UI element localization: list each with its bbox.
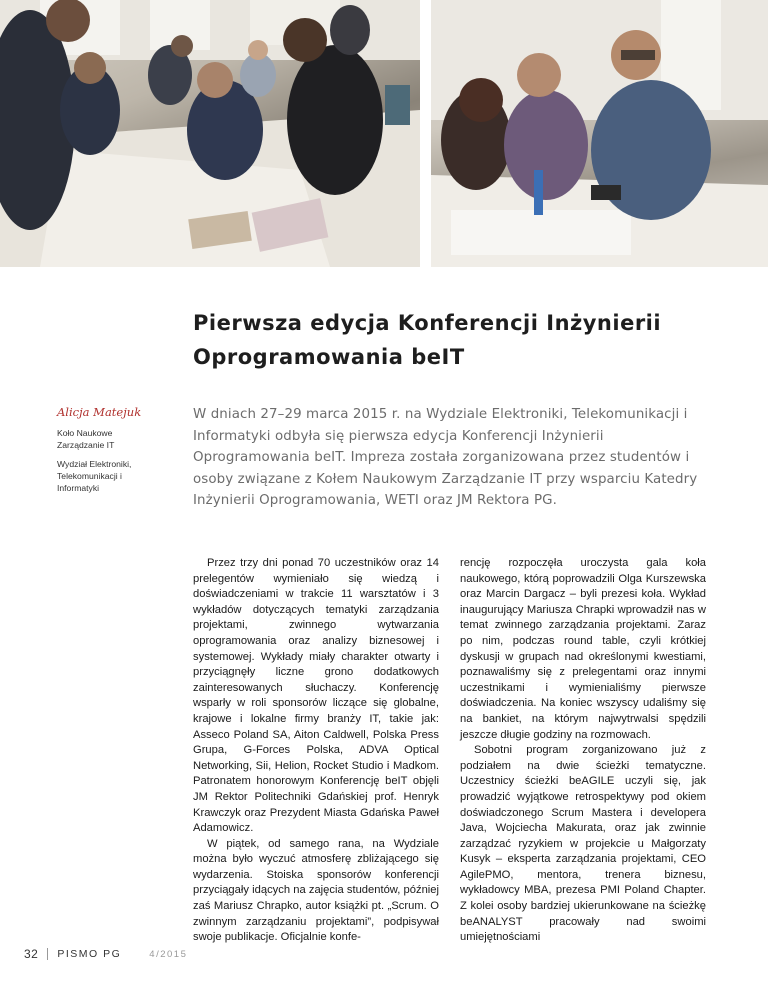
body-column-left — [193, 556, 439, 946]
body-paragraph: Przez trzy dni ponad 70 uczestników oraz 14 prelegentów wymieniało się wiedzą i doświadczeniami w trakcie 11 warsztatów i 3 wykładów dotyczących tematyki zarządzania projektami, zwinnego wytwarzania oprogramowania oraz analizy biznesowej i systemowej. Wykłady miały charakter otwarty i przyciągnęły liczne grono dodatkowych zainteresowanych słuchaczy. Konferencję wsparły w roli sponsorów liczące się globalne, krajowe i lokalne firmy branży IT, takie jak: Asseco Poland SA, Aiton Caldwell, Polska Press Grupa, G-Forces Polska, ADVA Optical Networking, Sii, Helion, Rocket Studio i Madkom. Patronatem honorowym Konferencję beIT objęli JM Rektor Politechniki Gdańskiej prof. Henryk Krawczyk oraz Prezydent Miasta Gdańska Paweł Adamowicz. — [193, 557, 439, 835]
issue-number: 4/2015 — [149, 948, 188, 960]
article-title-line2: Oprogramowania beIT — [193, 345, 465, 369]
page-footer — [24, 947, 187, 961]
footer-divider — [47, 948, 48, 960]
workshop-photo-left-image — [0, 0, 420, 267]
magazine-name: PISMO PG — [57, 948, 122, 960]
article-title-line1: Pierwsza edycja Konferencji Inżynierii — [193, 311, 662, 335]
article-title — [193, 306, 713, 374]
workshop-photo-left — [0, 0, 420, 267]
author-block — [57, 405, 162, 501]
body-paragraph: rencję rozpoczęła uroczysta gala koła naukowego, którą poprowadzili Olga Kurszewska oraz Marcin Dargacz – byli prezesi koła. Wykład inaugurujący Mariusza Chrapki wprowadził nas w temat zwinnego zarządzania projektami. Zaraz po nim, podczas round table, czyli krótkiej dyskusji w grupach nad określonymi kwestiami, poznawaliśmy się z prelegentami oraz innymi uczestnikami i wymienialiśmy pierwsze doświadczenia. Na koniec wszyscy udaliśmy się na bankiet, na którym najwytrwalsi spędzili jeszcze długie godziny na rozmowach. — [460, 557, 706, 741]
author-affiliation-club: Koło Naukowe Zarządzanie IT — [57, 428, 115, 450]
body-column-right — [460, 556, 706, 946]
article-lead: W dniach 27–29 marca 2015 r. na Wydziale Elektroniki, Telekomunikacji i Informatyki odbyła się pierwsza edycja Konferencji Inżynierii Oprogramowania beIT. Impreza została zorganizowana przez studentów i osoby związane z Kołem Naukowym Zarządzanie IT przy wsparciu Katedry Inżynierii Oprogramowania, WETI oraz JM Rektora PG. — [193, 407, 698, 509]
author-name: Alicja Matejuk — [57, 405, 142, 419]
workshop-photo-right-image — [431, 0, 768, 267]
body-paragraph: Sobotni program zorganizowano już z podziałem na dwie ścieżki tematyczne. Uczestnicy ścieżki beAGILE uczyli się, jak prowadzić wyjątkowe retrospektywy pod okiem doświadczonego Scrum Mastera i developera Java, Wojciecha Makurata, oraz jak zwinnie zarządzać ryzykiem w projekcie u Małgorzaty Kusyk – eksperta zarządzania projektami, CEO AgilePMO, mentora, trenera biznesu, wykładowcy MBA, prezesa PMI Poland Chapter. Z kolei osoby bardziej ukierunkowane na ścieżkę beANALYST pracowały nad swoimi umiejętnościami — [460, 744, 706, 944]
author-affiliation-faculty: Wydział Elektroniki, Telekomunikacji i Informatyki — [57, 459, 132, 493]
workshop-photo-right — [431, 0, 768, 267]
page-number: 32 — [24, 947, 39, 961]
body-paragraph: W piątek, od samego rana, na Wydziale można było wyczuć atmosferę zbliżającego się wydarzenia. Stoiska sponsorów konferencji przyciągały idących na zajęcia studentów, później zaś Mariusz Chrapko, autor książki pt. „Scrum. O zwinnym zarządzaniu projektami”, podpisywał swoje publikacje. Oficjalnie konfe- — [193, 837, 439, 944]
